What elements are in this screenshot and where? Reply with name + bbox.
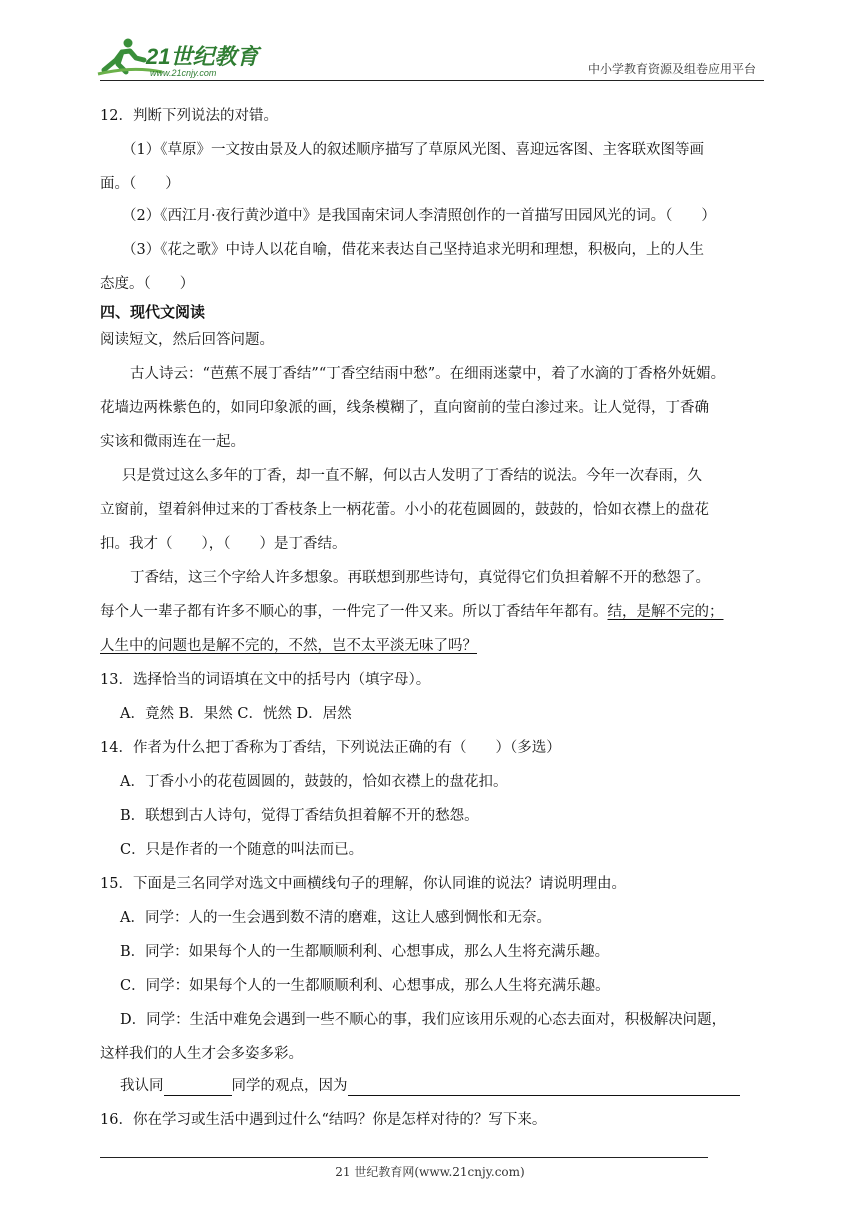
section-heading: 四、现代文阅读 — [100, 303, 206, 321]
q15-option-d-line1: D．同学：生活中难免会遇到一些不顺心的事，我们应该用乐观的心态去面对，积极解决问题， — [120, 1012, 727, 1028]
student-name-blank[interactable] — [164, 1079, 232, 1096]
q12-item1-line1: （1）《草原》一文按由景及人的叙述顺序描写了草原风光图、喜迎远客图、主客联欢图等画 — [122, 142, 704, 158]
reason-blank[interactable] — [348, 1079, 740, 1096]
passage-p1-line1: 古人诗云：“芭蕉不展丁香结”“丁香空结雨中愁”。在细雨迷蒙中，着了水滴的丁香格外妩媚。 — [130, 366, 726, 382]
q12-item1-line2: 面。（ ） — [100, 176, 180, 192]
footer-divider — [100, 1157, 708, 1158]
site-logo — [92, 34, 262, 78]
q16-title: 16．你在学习或生活中遇到过什么“结吗？你是怎样对待的？写下来。 — [100, 1112, 547, 1128]
passage-p1-line2: 花墙边两株紫色的，如同印象派的画，线条模糊了，直向窗前的莹白渗过来。让人觉得，丁香确 — [100, 400, 709, 416]
reading-intro: 阅读短文，然后回答问题。 — [100, 332, 274, 348]
q14-option-a: A．丁香小小的花苞圆圆的，鼓鼓的，恰如衣襟上的盘花扣。 — [120, 774, 508, 790]
q12-item2: （2）《西江月·夜行黄沙道中》是我国南宋词人李清照创作的一首描写田园风光的词。（ ） — [122, 208, 716, 224]
q15-option-b: B．同学：如果每个人的一生都顺顺利利、心想事成，那么人生将充满乐趣。 — [120, 944, 610, 960]
q15-option-c: C．同学：如果每个人的一生都顺顺利利、心想事成，那么人生将充满乐趣。 — [120, 978, 610, 994]
passage-p2-line2: 立窗前，望着斜伸过来的丁香枝条上一柄花蕾。小小的花苞圆圆的，鼓鼓的，恰如衣襟上的盘花 — [100, 502, 709, 518]
q12-item3-line2: 态度。（ ） — [100, 276, 195, 292]
logo-text: 21世纪教育 — [146, 44, 259, 69]
passage-p2-line1: 只是赏过这么多年的丁香，却一直不解，何以古人发明了丁香结的说法。今年一次春雨，久 — [122, 468, 702, 484]
passage-p1-line3: 实该和微雨连在一起。 — [100, 434, 245, 450]
q15-title: 15．下面是三名同学对选文中画横线句子的理解，你认同谁的说法？请说明理由。 — [100, 876, 626, 892]
q13-title: 13．选择恰当的词语填在文中的括号内（填字母）。 — [100, 672, 431, 688]
passage-p3-line1: 丁香结，这三个字给人许多想象。再联想到那些诗句，真觉得它们负担着解不开的愁怨了。 — [130, 570, 710, 586]
q14-title: 14．作者为什么把丁香称为丁香结，下列说法正确的有（ ）（多选） — [100, 740, 561, 756]
answer-prefix: 我认同 — [120, 1078, 164, 1094]
underlined-sentence-part1: 结，是解不完的； — [607, 604, 724, 620]
passage-p3-line2-text: 每个人一辈子都有许多不顺心的事，一件完了一件又来。所以丁香结年年都有。 — [100, 604, 608, 620]
q13-options: A．竟然 B．果然 C．恍然 D．居然 — [120, 706, 352, 722]
answer-middle: 同学的观点，因为 — [231, 1078, 348, 1094]
q14-option-c: C．只是作者的一个随意的叫法而已。 — [120, 842, 364, 858]
q14-option-b: B．联想到古人诗句，觉得丁香结负担着解不开的愁怨。 — [120, 808, 479, 824]
q15-option-a: A．同学：人的一生会遇到数不清的磨难，这让人感到惆怅和无奈。 — [120, 910, 551, 926]
header-divider — [100, 80, 764, 81]
logo-url: www.21cnjy.com — [150, 68, 217, 78]
q15-answer-line — [120, 1076, 740, 1096]
passage-p3-line2 — [100, 602, 724, 622]
q12-item3-line1: （3）《花之歌》中诗人以花自喻，借花来表达自己坚持追求光明和理想，积极向，上的人生 — [122, 242, 704, 258]
passage-p2-line3: 扣。我才（ ），（ ）是丁香结。 — [100, 536, 347, 552]
platform-label: 中小学教育资源及组卷应用平台 — [587, 62, 756, 76]
q12-title: 12．判断下列说法的对错。 — [100, 108, 278, 124]
underlined-sentence-part2: 人生中的问题也是解不完的，不然，岂不太平淡无味了吗？ — [100, 638, 477, 654]
q15-option-d-line2: 这样我们的人生才会多姿多彩。 — [100, 1046, 303, 1062]
footer-text: 21 世纪教育网(www.21cnjy.com) — [335, 1165, 525, 1179]
